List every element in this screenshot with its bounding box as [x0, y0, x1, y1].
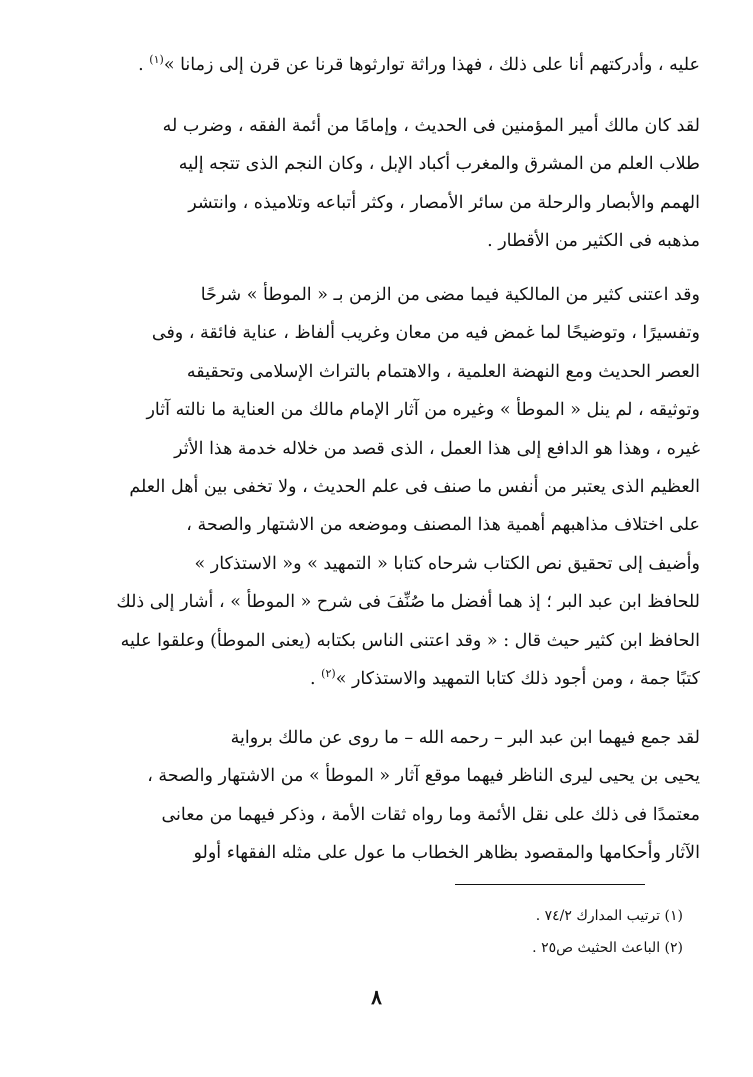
text-run: كتبًا جمة ، ومن أجود ذلك كتابا التمهيد والاستذكار » — [335, 669, 700, 690]
page-number: ٨ — [371, 985, 382, 1009]
text-line: وتوثيقه ، لم ينل « الموطأ » وغيره من آثار الإمام مالك من العناية ما نالته آثار — [146, 400, 700, 421]
text-line: العظيم الذى يعتبر من أنفس ما صنف فى علم الحديث ، ولا تخفى بين أهل العلم — [129, 477, 700, 498]
text-run: . — [310, 669, 322, 690]
text-line: وقد اعتنى كثير من المالكية فيما مضى من الزمن بـ « الموطأ » شرحًا — [200, 285, 700, 305]
text-line — [70, 660, 700, 698]
text-line: غيره ، وهذا هو الدافع إلى هذا العمل ، الذى قصد من خلاله خدمة هذا الأثر — [174, 438, 700, 459]
text-line: للحافظ ابن عبد البر ؛ إذ هما أفضل ما صُنِّفَ فى شرح « الموطأ » ، أشار إلى ذلك — [116, 592, 700, 613]
text-line: الحافظ ابن كثير حيث قال : « وقد اعتنى الناس بكتابه (يعنى الموطأ) وعلقوا عليه — [120, 630, 700, 651]
footnotes — [283, 900, 683, 964]
text-line: مذهبه فى الكثير من الأقطار . — [487, 231, 700, 252]
text-line: لقد كان مالك أمير المؤمنين فى الحديث ، وإمامًا من أئمة الفقه ، وضرب له — [162, 116, 700, 136]
text-line: وتفسيرًا ، وتوضيحًا لما غمض فيه من معان وغريب ألفاظ ، عناية فائقة ، وفى — [151, 323, 700, 344]
text-line: لقد جمع فيهما ابن عبد البر – رحمه الله – ما روى عن مالك برواية — [230, 728, 700, 748]
text-line: العصر الحديث ومع النهضة العلمية ، والاهتمام بالتراث الإسلامى وتحقيقه — [186, 361, 700, 382]
text-line: الهمم والأبصار والرحلة من سائر الأمصار ، وكثر أتباعه وتلاميذه ، وانتشر — [188, 192, 700, 213]
paragraph-3 — [70, 276, 700, 698]
text-run: . — [138, 55, 150, 75]
footnote-1: (١) ترتيب المدارك ٧٤/٢ . — [535, 908, 683, 924]
text-line: طلاب العلم من المشرق والمغرب أكباد الإبل ، وكان النجم الذى تتجه إليه — [178, 154, 700, 175]
footnote-2: (٢) الباعث الحثيث ص٢٥ . — [532, 940, 683, 956]
footnote-divider — [455, 884, 645, 885]
text-run: عليه ، وأدركتهم أنا على ذلك ، فهذا وراثة توارثوها قرنا عن قرن إلى زمانا » — [163, 55, 700, 75]
paragraph-4 — [70, 719, 700, 873]
paragraph-1 — [70, 46, 700, 84]
paragraph-2 — [70, 107, 700, 261]
text-line: الآثار وأحكامها والمقصود بظاهر الخطاب ما عول على مثله الفقهاء أولو — [193, 843, 700, 864]
text-line: معتمدًا فى ذلك على نقل الأئمة وما رواه ثقات الأمة ، وذكر فيهما من معانى — [161, 804, 700, 825]
footnote-marker-1[interactable]: (١) — [149, 53, 164, 67]
text-line: وأضيف إلى تحقيق نص الكتاب شرحاه كتابا « التمهيد » و« الاستذكار » — [194, 553, 700, 574]
footnote-marker-2[interactable]: (٢) — [321, 667, 336, 681]
text-line: يحيى بن يحيى ليرى الناظر فيهما موقع آثار « الموطأ » من الاشتهار والصحة ، — [147, 766, 700, 787]
text-line — [70, 46, 700, 84]
text-line: على اختلاف مذاهبهم أهمية هذا المصنف وموضعه من الاشتهار والصحة ، — [186, 515, 700, 536]
